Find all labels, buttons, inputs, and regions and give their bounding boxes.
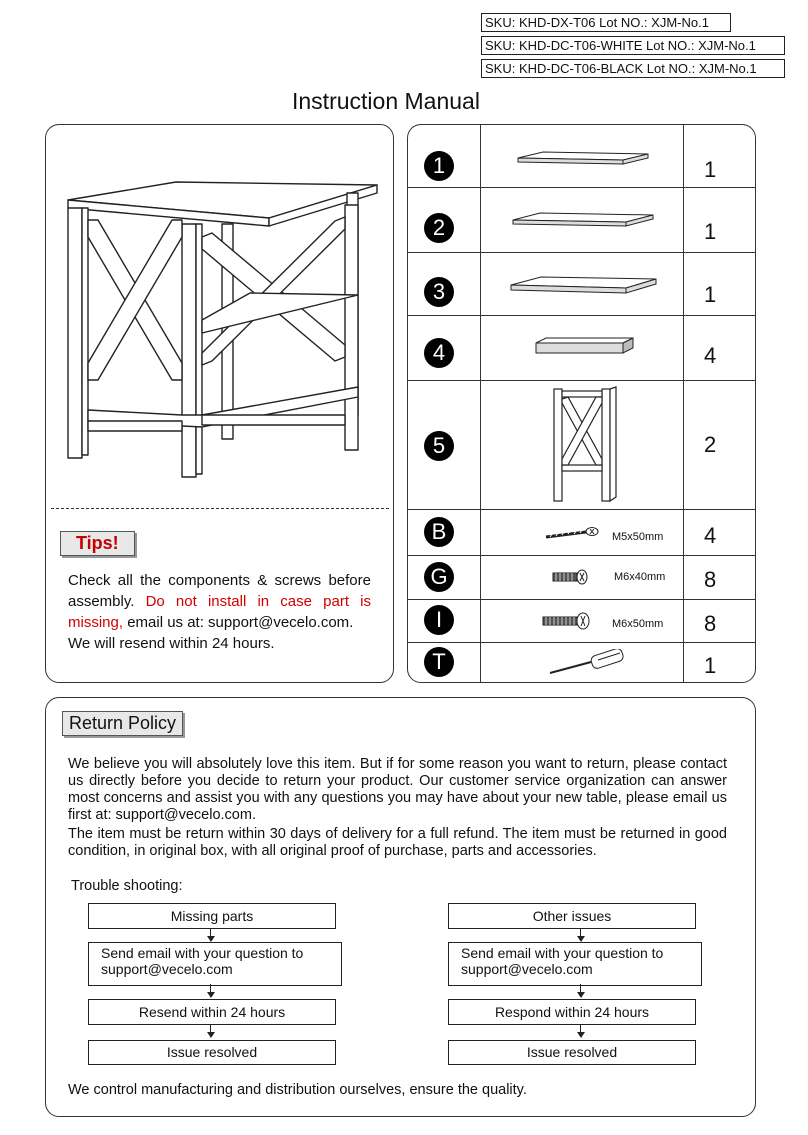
part-qty-g: 8 xyxy=(704,567,717,592)
part-badge-3: 3 xyxy=(424,277,454,307)
part-badge-t: T xyxy=(424,647,454,677)
screwdriver-icon xyxy=(546,649,631,677)
flow-left-step-2: Send email with your question to support@vecelo.com xyxy=(88,942,342,986)
side-frame-icon xyxy=(548,385,623,505)
dashed-divider xyxy=(51,508,389,509)
screw-g-label: M6x40mm xyxy=(614,571,666,583)
parts-table xyxy=(407,124,756,683)
flow-left-step-1: Missing parts xyxy=(88,903,336,929)
bolt-icon xyxy=(541,612,593,630)
policy-paragraph-2: The item must be return within 30 days of delivery for a full refund. The item must be returned in good condition, in original box, with all original proof of purchase, parts and accessories. xyxy=(68,826,727,859)
quality-footer: We control manufacturing and distribution ourselves, ensure the quality. xyxy=(68,1082,527,1098)
flow-right-step-2: Send email with your question to support@vecelo.com xyxy=(448,942,702,986)
tips-line-before: Check all the components & screws before assembly. xyxy=(68,572,371,610)
tips-text xyxy=(68,570,371,654)
part-qty-2: 1 xyxy=(704,219,717,244)
part-badge-1: 1 xyxy=(424,151,454,181)
part-qty-t: 1 xyxy=(704,653,717,678)
policy-paragraph-1: We believe you will absolutely love this item. But if for some reason you want to return, please contact us directly before you decide to return your product. Our customer service organization can answer most concerns and assist you with any questions you may have about your new table, please email us first at: support@vecelo.com. xyxy=(68,756,727,823)
screw-icon xyxy=(544,527,604,541)
rail-icon xyxy=(533,335,638,357)
screw-i-label: M6x50mm xyxy=(612,618,664,630)
flow-right-step-3: Respond within 24 hours xyxy=(448,999,696,1025)
part-qty-4: 4 xyxy=(704,343,717,368)
part-badge-5: 5 xyxy=(424,431,454,461)
flow-right-step-1: Other issues xyxy=(448,903,696,929)
shelf-panel-icon xyxy=(508,210,658,230)
part-badge-b: B xyxy=(424,517,454,547)
part-qty-1: 1 xyxy=(704,157,717,182)
part-qty-3: 1 xyxy=(704,282,717,307)
part-qty-5: 2 xyxy=(704,432,717,457)
screw-b-label: M5x50mm xyxy=(612,531,664,543)
flow-left-step-4: Issue resolved xyxy=(88,1040,336,1065)
bolt-icon xyxy=(551,569,591,585)
part-badge-2: 2 xyxy=(424,213,454,243)
bottom-panel-icon xyxy=(506,275,661,297)
sku-line-2: SKU: KHD-DC-T06-WHITE Lot NO.: XJM-No.1 xyxy=(481,36,785,55)
flow-left-step-3: Resend within 24 hours xyxy=(88,999,336,1025)
return-policy-heading: Return Policy xyxy=(62,711,183,736)
top-panel-icon xyxy=(513,150,653,170)
sku-line-1: SKU: KHD-DX-T06 Lot NO.: XJM-No.1 xyxy=(481,13,731,32)
part-badge-i: I xyxy=(424,605,454,635)
overview-panel xyxy=(45,124,394,683)
sku-line-3: SKU: KHD-DC-T06-BLACK Lot NO.: XJM-No.1 xyxy=(481,59,785,78)
tips-email: email us at: support@vecelo.com. xyxy=(127,614,354,631)
return-policy-panel xyxy=(45,697,756,1117)
tips-label: Tips! xyxy=(60,531,135,556)
part-badge-g: G xyxy=(424,562,454,592)
trouble-shooting-label: Trouble shooting: xyxy=(71,878,183,894)
page-title: Instruction Manual xyxy=(292,88,480,114)
end-table-illustration-icon xyxy=(46,125,393,505)
part-badge-4: 4 xyxy=(424,338,454,368)
part-qty-b: 4 xyxy=(704,523,717,548)
tips-warning: Do not install in case part is missing, xyxy=(68,593,372,631)
tips-resend: We will resend within 24 hours. xyxy=(68,635,275,652)
flow-right-step-4: Issue resolved xyxy=(448,1040,696,1065)
part-qty-i: 8 xyxy=(704,611,717,636)
